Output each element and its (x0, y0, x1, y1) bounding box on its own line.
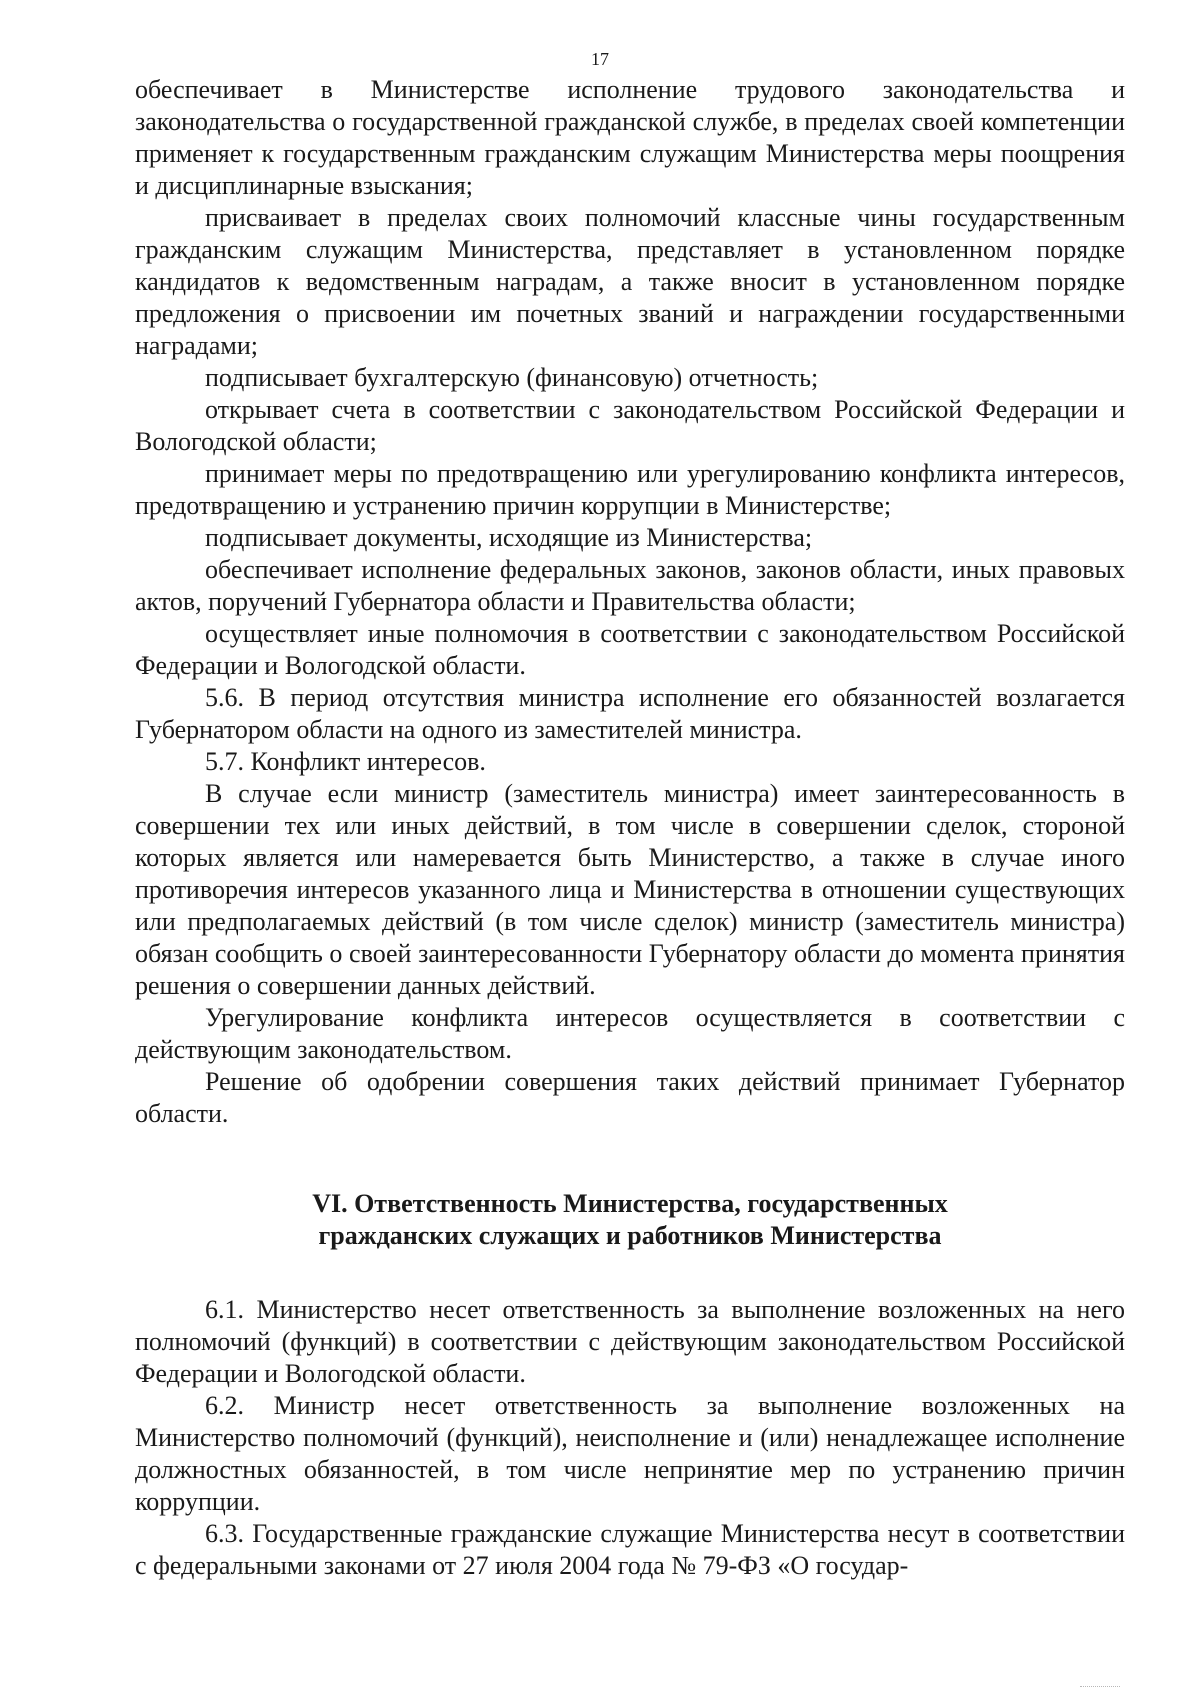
paragraph: 6.2. Министр несет ответственность за выполнение возложенных на Министерство полномочий (функций), неисполнение и (или) ненадлежащее исполнение должностных обязанностей, в том числе непринятие мер по устранению причин коррупции. (135, 1391, 1125, 1516)
section-heading-line: гражданских служащих и работников Министерства (318, 1221, 942, 1250)
paragraph: открывает счета в соответствии с законодательством Российской Федерации и Вологодской области; (135, 395, 1125, 456)
paragraph: Урегулирование конфликта интересов осуществляется в соответствии с действующим законодательством. (135, 1003, 1125, 1064)
document-body (135, 74, 1125, 1582)
page-number: 17 (591, 49, 609, 69)
paragraph: обеспечивает исполнение федеральных законов, законов области, иных правовых актов, поручений Губернатора области и Правительства области; (135, 555, 1125, 616)
paragraph: 5.6. В период отсутствия министра исполнение его обязанностей возлагается Губернатором области на одного из заместителей министра. (135, 683, 1125, 744)
paragraph: В случае если министр (заместитель министра) имеет заинтересованность в совершении тех или иных действий, в том числе в совершении сделок, стороной которых является или намеревается быть Министерство, а также в случае иного противоречия интересов указанного лица и Министерства в отношении существующих или предполагаемых действий (в том числе сделок) министр (заместитель министра) обязан сообщить о своей заинтересованности Губернатору области до момента принятия решения о совершении данных действий. (135, 779, 1125, 1000)
paragraph: обеспечивает в Министерстве исполнение трудового законодательства и законодательства о государственной гражданской службе, в пределах своей компетенции применяет к государственным гражданским служащим Министерства меры поощрения и дисциплинарные взыскания; (135, 75, 1125, 200)
section-heading-line: VI. Ответственность Министерства, государственных (312, 1189, 948, 1218)
paragraph: 5.7. Конфликт интересов. (205, 747, 486, 776)
paragraph: присваивает в пределах своих полномочий классные чины государственным гражданским служащим Министерства, представляет в установленном порядке кандидатов к ведомственным наградам, а также вносит в установленном порядке предложения о присвоении им почетных званий и награждении государственными наградами; (135, 203, 1125, 360)
paragraph: Решение об одобрении совершения таких действий принимает Губернатор области. (135, 1067, 1125, 1128)
section-heading (135, 1188, 1125, 1252)
paragraph: 6.3. Государственные гражданские служащие Министерства несут в соответствии с федеральными законами от 27 июля 2004 года № 79-ФЗ «О государ- (135, 1519, 1125, 1580)
paragraph: принимает меры по предотвращению или урегулированию конфликта интересов, предотвращению и устранению причин коррупции в Министерстве; (135, 459, 1125, 520)
scan-artifact (1080, 1686, 1120, 1691)
paragraph: подписывает бухгалтерскую (финансовую) отчетность; (205, 363, 819, 392)
paragraph: 6.1. Министерство несет ответственность за выполнение возложенных на него полномочий (функций) в соответствии с действующим законодательством Российской Федерации и Вологодской области. (135, 1295, 1125, 1388)
paragraph: подписывает документы, исходящие из Министерства; (205, 523, 813, 552)
paragraph: осуществляет иные полномочия в соответствии с законодательством Российской Федерации и Вологодской области. (135, 619, 1125, 680)
